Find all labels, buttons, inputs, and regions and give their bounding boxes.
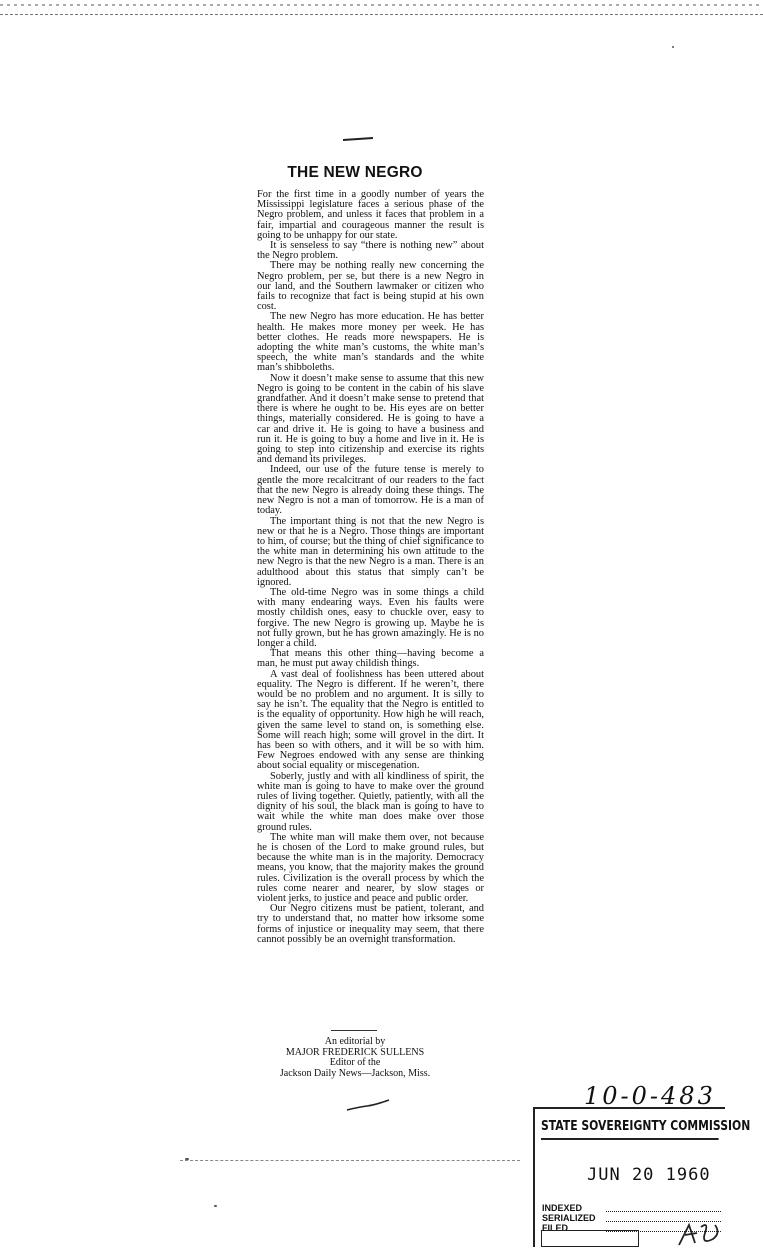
article-paragraph: The important thing is not that the new Negro is new or that he is a Negro. Those things are important to him, of course; but the thing of chief significance to the white man in determining his own attitude to the new Negro is that the new Negro is a man. There is an adulthood about this status that simply can’t be ignored. bbox=[257, 515, 484, 588]
signature-publication: Jackson Daily News—Jackson, Miss. bbox=[279, 1067, 431, 1079]
article-paragraph: Now it doesn’t make sense to assume that this new Negro is going to be content in the cabin of his slave grandfather. And it doesn’t make sense to pretend that there is where he ought to be. His eyes are on better things, materially considered. He is going to have a car and drive it. He is going to have a business and run it. He is going to buy a home and live in it. He is going to step into citizenship and exercise its rights and demand its privileges. bbox=[257, 372, 484, 466]
article-paragraph: Soberly, justly and with all kindliness of spirit, the white man is going to have to make over the ground rules of living together. Quietly, patiently, with all the dignity of his soul, the black man is going to have to wait while the white man does make over those ground rules. bbox=[257, 770, 484, 833]
article-paragraph: A vast deal of foolishness has been uttered about equality. The Negro is different. If he weren’t, there would be no problem and no argument. It is silly to say he isn’t. The equality that the Negro is entitled to is the equality of opportunity. How high he will reach, given the same level to stand on, is something else. Some will reach high; some will grovel in the dirt. It has been so with others, and it will be so with him. Few Negroes endowed with any sense are thinking about social equality or miscegenation. bbox=[257, 668, 484, 772]
stamp-box bbox=[541, 1230, 639, 1247]
signature-line: Editor of the bbox=[329, 1057, 381, 1068]
article-paragraph: There may be nothing really new concerning the Negro problem, per se, but there is a new Negro in our land, and the Southern lawmaker or citizen who fails to recognize that fact is being stupid at his own cost. bbox=[257, 260, 484, 313]
scan-speck bbox=[214, 1205, 217, 1207]
article-paragraph: The new Negro has more education. He has better health. He makes more money per week. He has better clothes. He reads more newspapers. He is adopting the white man’s customs, the white man’s speech, the white man’s standards and the white man’s shibboleths. bbox=[257, 311, 484, 374]
article-body bbox=[257, 190, 484, 945]
stamp-indexed-row bbox=[542, 1203, 582, 1213]
stamp-serialized-row bbox=[542, 1213, 596, 1223]
article-paragraph: That means this other thing—having become a man, he must put away childish things. bbox=[257, 648, 484, 670]
stamp-row-dots bbox=[606, 1211, 721, 1212]
scan-dotted-line bbox=[180, 1160, 520, 1161]
stamp-date: JUN 20 1960 bbox=[587, 1165, 711, 1185]
signature-line: An editorial by bbox=[324, 1036, 386, 1047]
stamp-row-label: INDEXED bbox=[542, 1203, 583, 1213]
article-paragraph: Our Negro citizens must be patient, tolerant, and try to understand that, no matter how irksome some forms of injustice or inequality may seem, that there cannot possibly be an overnight transformation. bbox=[257, 903, 484, 945]
scan-speck bbox=[185, 1158, 189, 1160]
handwritten-file-number: 10-0-483 bbox=[584, 1082, 716, 1110]
article-paragraph: Indeed, our use of the future tense is merely to gentle the more recalcitrant of our readers to the fact that the new Negro is already doing these things. The new Negro is not a man of tomorrow. He is a man of today. bbox=[257, 464, 484, 517]
article-title: THE NEW NEGRO bbox=[287, 164, 423, 181]
stamp-row-label: SERIALIZED bbox=[542, 1213, 596, 1223]
stamp-heading: STATE SOVEREIGNTY COMMISSION bbox=[541, 1118, 719, 1140]
article-paragraph: For the first time in a goodly number of years the Mississippi legislature faces a serious phase of the Negro problem, and unless it faces that problem in a fair, impartial and courageous manner the result is going to be unhappy for our state. bbox=[257, 189, 484, 241]
editorial-signature bbox=[250, 1037, 460, 1079]
scan-speck bbox=[672, 46, 674, 48]
pen-mark-icon bbox=[345, 1098, 393, 1114]
signature-author: MAJOR FREDERICK SULLENS bbox=[285, 1046, 425, 1058]
article-paragraph: The old-time Negro was in some things a child with many endearing ways. Even his faults were mostly childish ones, easy to chuckle over, easy to forgive. The new Negro is growing up. Maybe he is not fully grown, but he has grown amazingly. He is no longer a child. bbox=[257, 586, 484, 649]
article-paragraph: It is senseless to say “there is nothing new” about the Negro problem. bbox=[257, 240, 484, 262]
stamp-row-label: FILED bbox=[542, 1223, 568, 1233]
decorative-dash bbox=[343, 137, 373, 141]
signature-divider bbox=[331, 1030, 377, 1031]
commission-stamp bbox=[533, 1107, 751, 1247]
scan-top-edge bbox=[0, 0, 763, 15]
article-paragraph: The white man will make them over, not because he is chosen of the Lord to make ground rules, but because the white man is in the majority. Democracy means, you know, that the majority makes the ground rules. Civilization is the overall process by which the rules come nearer and nearer, by slow stages or violent jerks, to justice and peace and public order. bbox=[257, 831, 484, 905]
handwritten-initials-icon bbox=[675, 1219, 723, 1249]
